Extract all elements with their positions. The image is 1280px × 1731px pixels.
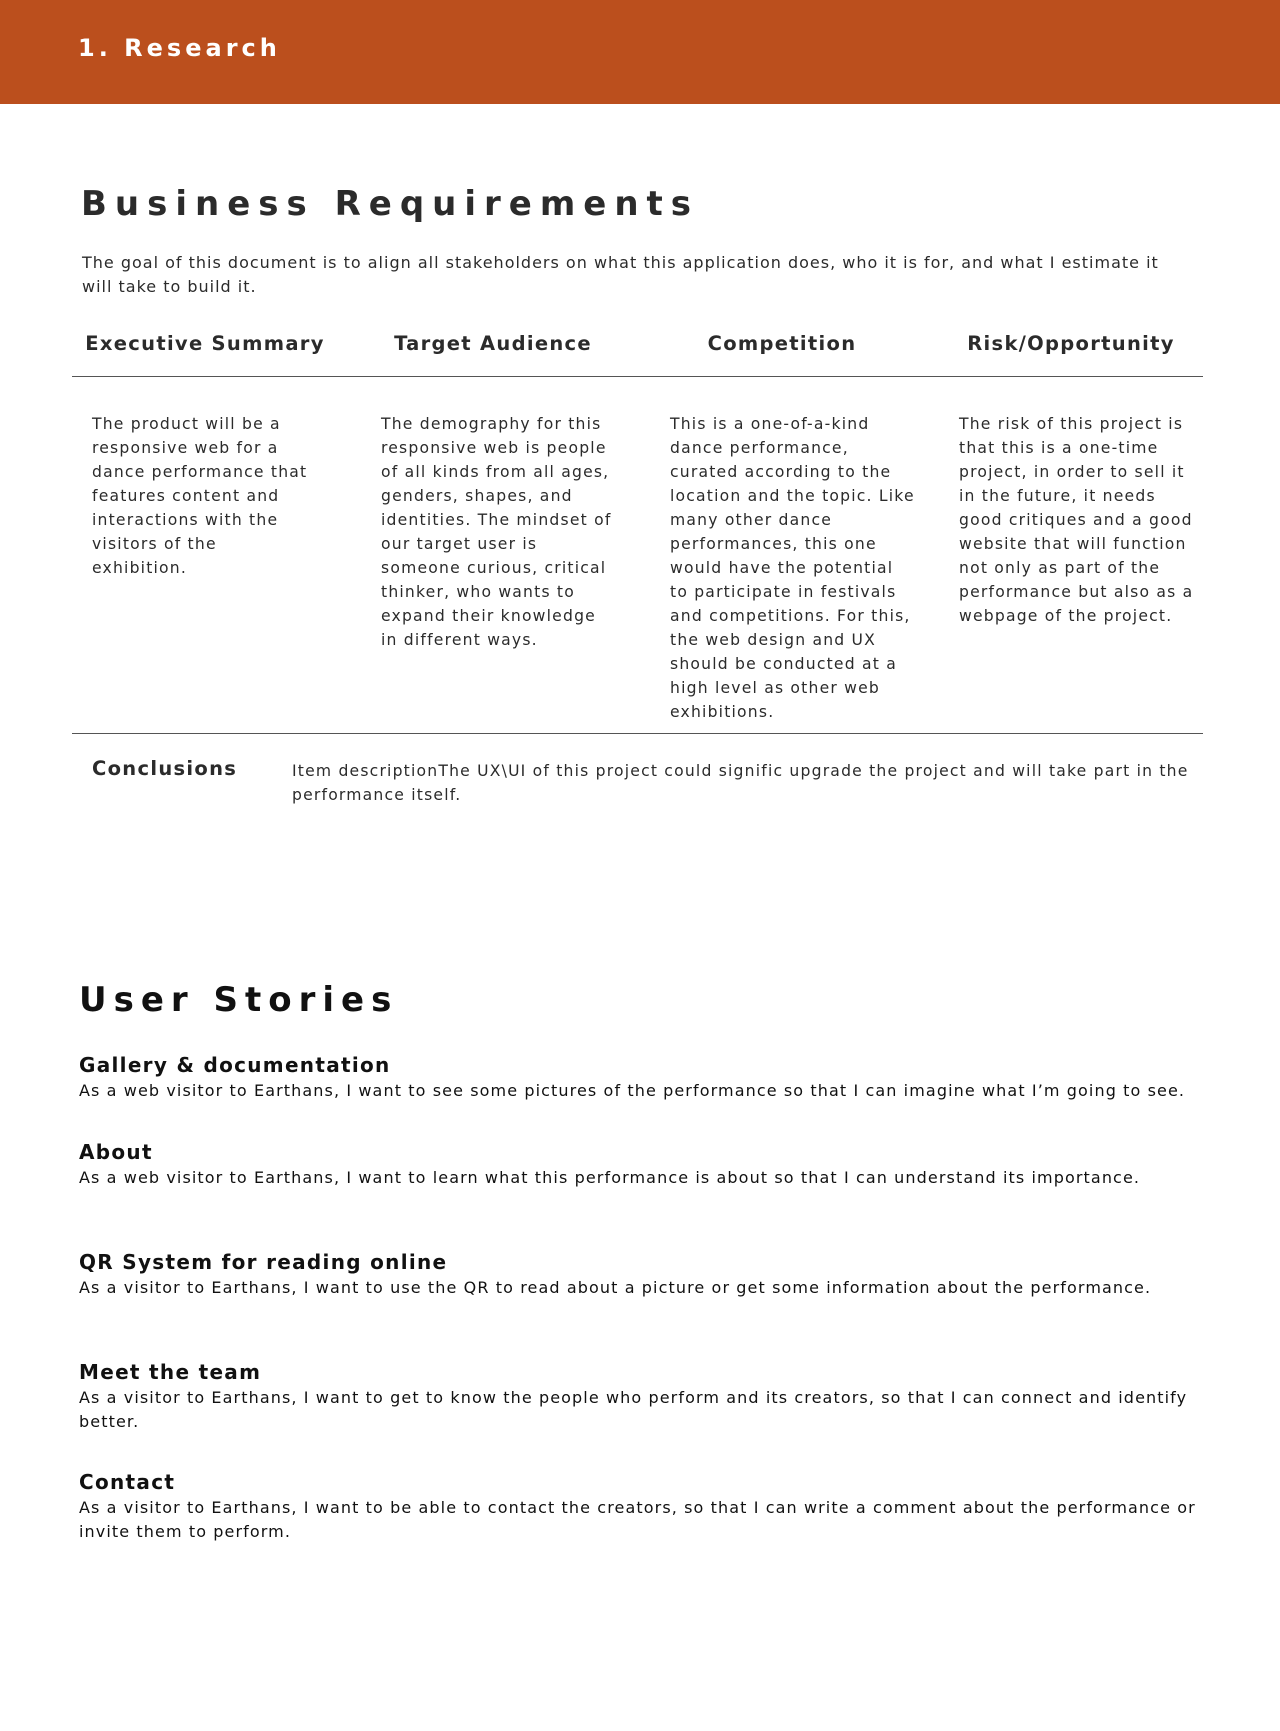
target-audience-heading: Target Audience <box>394 332 592 355</box>
story-title-about: About <box>79 1140 153 1164</box>
target-audience-text: The demography for this responsive web is people of all kinds from all ages, genders, shapes, and identities. The mindset of our target user is someone curious, critical thinker, who wants to expand their knowledge in different ways. <box>381 415 612 649</box>
table-top-divider <box>72 376 1203 377</box>
section-title: 1. Research <box>78 34 281 62</box>
conclusions-text: Item descriptionThe UX\UI of this project could signific upgrade the project and will take part in the performance itself. <box>292 762 1189 804</box>
story-text-gallery: As a web visitor to Earthans, I want to see some pictures of the performance so that I can imagine what I’m going to see. <box>79 1081 1186 1100</box>
executive-summary-text: The product will be a responsive web for a dance performance that features content and interactions with the visitors of the exhibition. <box>92 415 308 577</box>
story-title-contact: Contact <box>79 1470 176 1494</box>
story-text-meet-team: As a visitor to Earthans, I want to get to know the people who perform and its creators, so that I can connect and identify better. <box>79 1388 1188 1431</box>
executive-summary-heading: Executive Summary <box>85 332 325 355</box>
conclusions-label: Conclusions <box>92 757 238 780</box>
user-stories-title: User Stories <box>79 980 399 1020</box>
story-text-about: As a web visitor to Earthans, I want to learn what this performance is about so that I can understand its importance. <box>79 1168 1141 1187</box>
table-bottom-divider <box>72 733 1203 734</box>
risk-opportunity-text: The risk of this project is that this is a one-time project, in order to sell it in the future, it needs good critiques and a good website that will function not only as part of the performance but also as a webpage of the project. <box>959 415 1194 625</box>
competition-text: This is a one-of-a-kind dance performance, curated according to the location and the topic. Like many other dance performances, this one would have the potential to participate in festivals and competitions. For this, the web design and UX should be conducted at a high level as other web exhibitions. <box>670 415 915 721</box>
story-text-contact: As a visitor to Earthans, I want to be able to contact the creators, so that I can write a comment about the performance or invite them to perform. <box>79 1498 1196 1541</box>
competition-heading: Competition <box>707 332 857 355</box>
header-bar <box>0 0 1280 104</box>
story-text-qr-system: As a visitor to Earthans, I want to use the QR to read about a picture or get some information about the performance. <box>79 1278 1152 1297</box>
risk-opportunity-heading: Risk/Opportunity <box>967 332 1175 355</box>
business-requirements-intro: The goal of this document is to align all stakeholders on what this application does, who it is for, and what I estimate it will take to build it. <box>82 253 1159 296</box>
story-title-gallery: Gallery & documentation <box>79 1053 391 1077</box>
business-requirements-title: Business Requirements <box>81 184 700 224</box>
story-title-qr-system: QR System for reading online <box>79 1250 448 1274</box>
story-title-meet-team: Meet the team <box>79 1360 262 1384</box>
